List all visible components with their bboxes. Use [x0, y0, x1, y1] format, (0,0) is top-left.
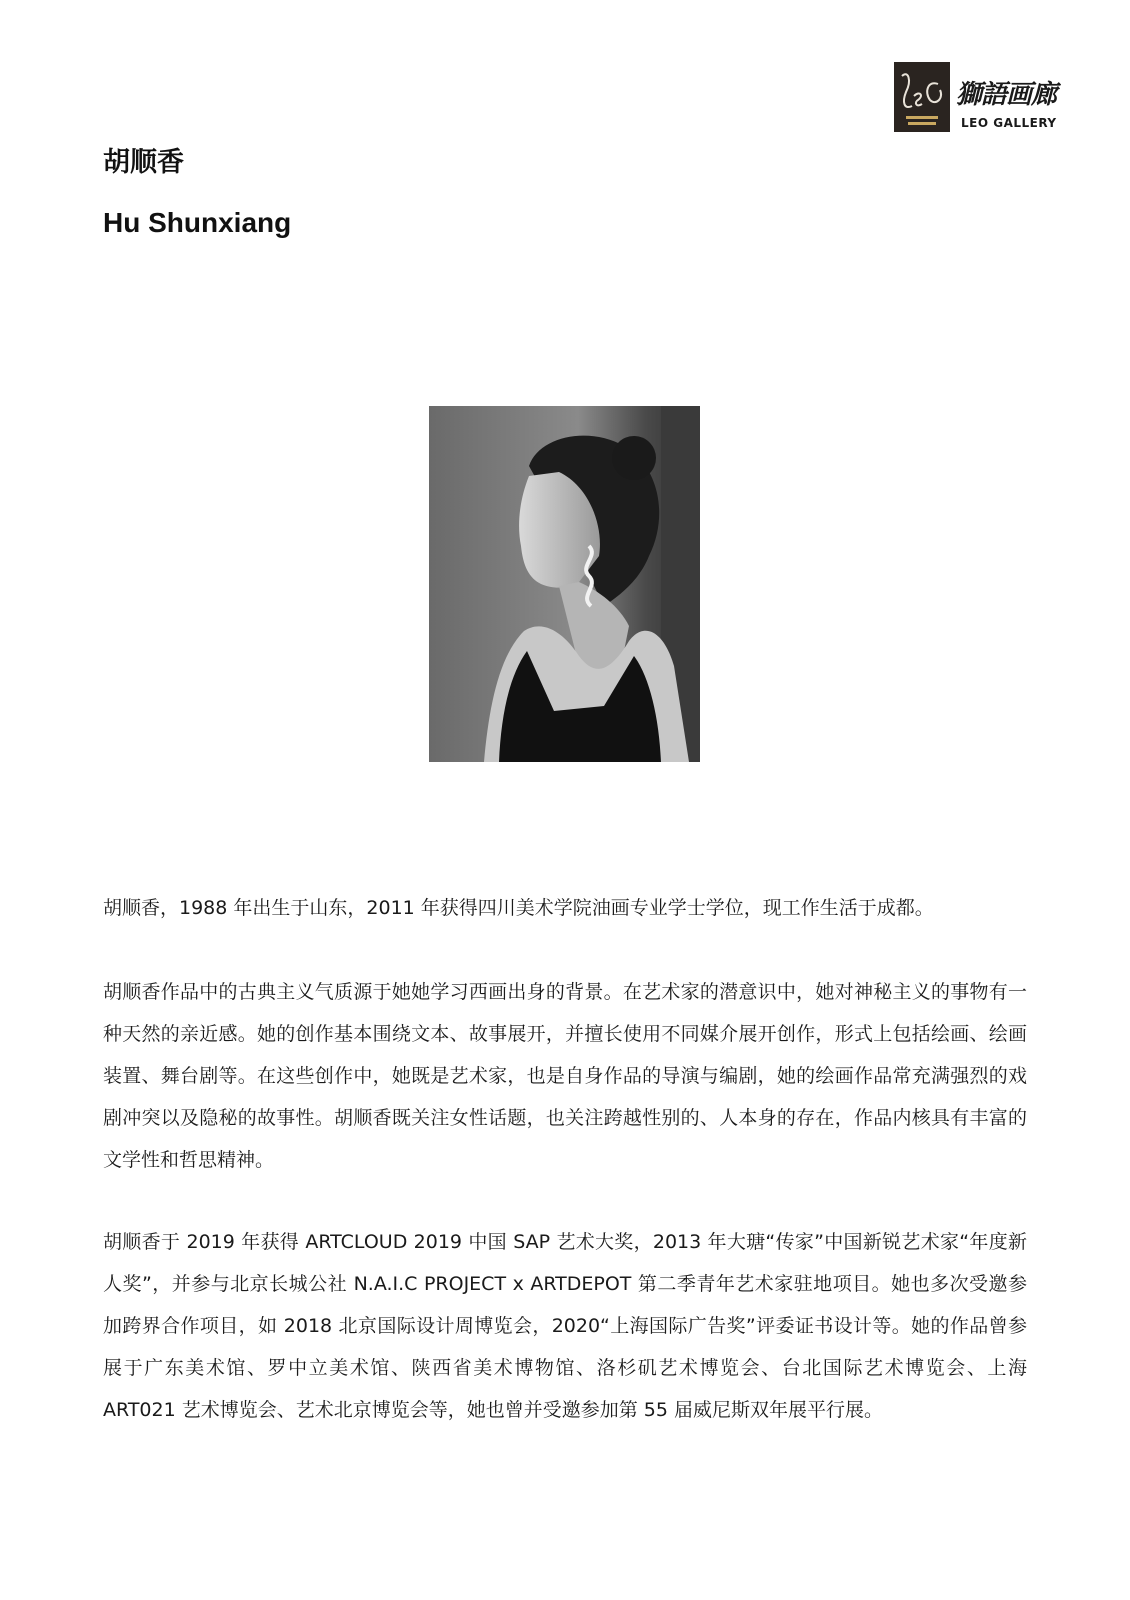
bio-paragraph: 胡顺香作品中的古典主义气质源于她她学习西画出身的背景。在艺术家的潜意识中，她对神秘主义的事物有一种天然的亲近感。她的创作基本围绕文本、故事展开，并擅长使用不同媒介展开创作，形式上包括绘画、绘画装置、舞台剧等。在这些创作中，她既是艺术家，也是自身作品的导演与编剧，她的绘画作品常充满强烈的戏剧冲突以及隐秘的故事性。胡顺香既关注女性话题，也关注跨越性别的、人本身的存在，作品内核具有丰富的文学性和哲思精神。: [103, 981, 1027, 1171]
bio-paragraph: 胡顺香，1988 年出生于山东，2011 年获得四川美术学院油画专业学士学位，现工作生活于成都。: [103, 897, 934, 919]
artist-name-english: Hu Shunxiang: [103, 207, 292, 238]
artist-portrait-photo: [429, 406, 700, 762]
artist-name-chinese: 胡顺香: [103, 147, 184, 178]
logo-mark: [894, 62, 950, 132]
gallery-logo: [894, 60, 1074, 135]
logo-chinese-name: 獅語画廊: [956, 80, 1057, 110]
logo-english-name: LEO GALLERY: [961, 116, 1057, 130]
bio-paragraph: 胡顺香于 2019 年获得 ARTCLOUD 2019 中国 SAP 艺术大奖，2013 年大瑭“传家”中国新锐艺术家“年度新人奖”，并参与北京长城公社 N.A.I.C PROJECT x ARTDEPOT 第二季青年艺术家驻地项目。她也多次受邀参加跨界合作项目，如 2018 北京国际设计周博览会，2020“上海国际广告奖”评委证书设计等。她的作品曾参展于广东美术馆、罗中立美术馆、陕西省美术博物馆、洛杉矶艺术博览会、台北国际艺术博览会、上海 ART021 艺术博览会、艺术北京博览会等，她也曾并受邀参加第 55 届威尼斯双年展平行展。: [103, 1231, 1027, 1421]
